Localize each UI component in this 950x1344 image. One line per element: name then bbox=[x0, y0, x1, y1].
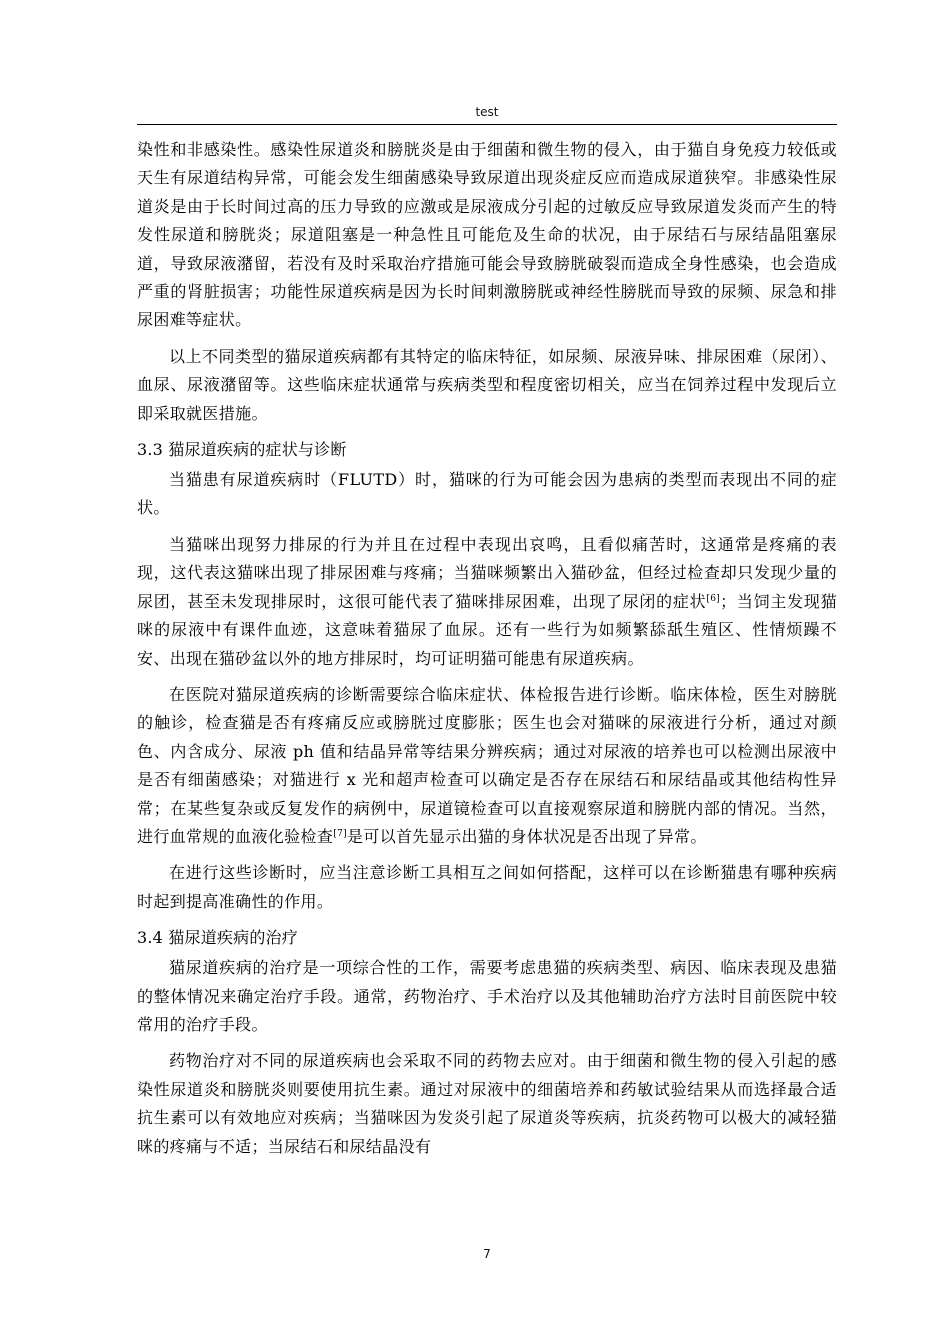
paragraph-text: 当猫咪出现努力排尿的行为并且在过程中表现出哀鸣，且看似痛苦时，这通常是疼痛的表现，这代表这猫咪出现了排尿困难与疼痛；当猫咪频繁出入猫砂盆，但经过检查却只发现少量的尿团，甚至未发现排尿时，这很可能代表了猫咪排尿困难，出现了尿闭的症状 bbox=[137, 534, 837, 611]
paragraph bbox=[137, 531, 837, 673]
document-body bbox=[137, 136, 837, 1169]
citation-ref: [7] bbox=[333, 828, 348, 839]
paragraph: 当猫患有尿道疾病时（FLUTD）时，猫咪的行为可能会因为患病的类型而表现出不同的症状。 bbox=[137, 470, 837, 518]
paragraph-text: 在医院对猫尿道疾病的诊断需要综合临床症状、体检报告进行诊断。临床体检，医生对膀胱的触诊，检查猫是否有疼痛反应或膀胱过度膨胀；医生也会对猫咪的尿液进行分析，通过对颜色、内含成分、尿液 ph 值和结晶异常等结果分辨疾病；通过对尿液的培养也可以检测出尿液中是否有细菌感染；对猫进行 x 光和超声检查可以确定是否存在尿结石和尿结晶或其他结构性异常；在某些复杂或反复发作的病例中，尿道镜检查可以直接观察尿道和膀胱内部的情况。当然，进行血常规的血液化验检查 bbox=[137, 684, 837, 846]
paragraph-text: ；当饲主发现猫咪的尿液中有课件血迹，这意味着猫尿了血尿。还有一些行为如频繁舔舐生殖区、性情烦躁不安、出现在猫砂盆以外的地方排尿时，均可证明猫可能患有尿道疾病。 bbox=[137, 591, 837, 668]
section-heading-3-3: 3.3 猫尿道疾病的症状与诊断 bbox=[137, 440, 347, 460]
header-divider bbox=[137, 124, 837, 125]
section-heading-3-4: 3.4 猫尿道疾病的治疗 bbox=[137, 928, 298, 948]
paragraph: 染性和非感染性。感染性尿道炎和膀胱炎是由于细菌和微生物的侵入，由于猫自身免疫力较低或天生有尿道结构异常，可能会发生细菌感染导致尿道出现炎症反应而造成尿道狭窄。非感染性尿道炎是由于长时间过高的压力导致的应激或是尿液成分引起的过敏反应导致尿道发炎而产生的特发性尿道和膀胱炎；尿道阻塞是一种急性且可能危及生命的状况，由于尿结石与尿结晶阻塞尿道，导致尿液潴留，若没有及时采取治疗措施可能会导致膀胱破裂而造成全身性感染，也会造成严重的肾脏损害；功能性尿道疾病是因为长时间刺激膀胱或神经性膀胱而导致的尿频、尿急和排尿困难等症状。 bbox=[137, 140, 837, 330]
paragraph: 药物治疗对不同的尿道疾病也会采取不同的药物去应对。由于细菌和微生物的侵入引起的感染性尿道炎和膀胱炎则要使用抗生素。通过对尿液中的细菌培养和药敏试验结果从而选择最合适抗生素可以有效地应对疾病；当猫咪因为发炎引起了尿道炎等疾病，抗炎药物可以极大的减轻猫咪的疼痛与不适；当尿结石和尿结晶没有 bbox=[137, 1051, 837, 1156]
paragraph bbox=[137, 681, 837, 851]
page-header: test bbox=[475, 105, 499, 119]
paragraph: 猫尿道疾病的治疗是一项综合性的工作，需要考虑患猫的疾病类型、病因、临床表现及患猫的整体情况来确定治疗手段。通常，药物治疗、手术治疗以及其他辅助治疗方法时目前医院中较常用的治疗手段。 bbox=[137, 958, 837, 1034]
citation-ref: [6] bbox=[706, 593, 721, 604]
paragraph: 以上不同类型的猫尿道疾病都有其特定的临床特征，如尿频、尿液异味、排尿困难（尿闭）、血尿、尿液潴留等。这些临床症状通常与疾病类型和程度密切相关，应当在饲养过程中发现后立即采取就医措施。 bbox=[137, 346, 837, 423]
paragraph-text: 是可以首先显示出猫的身体状况是否出现了异常。 bbox=[347, 826, 707, 846]
page-number: 7 bbox=[483, 1247, 491, 1261]
paragraph: 在进行这些诊断时，应当注意诊断工具相互之间如何搭配，这样可以在诊断猫患有哪种疾病时起到提高准确性的作用。 bbox=[137, 863, 837, 911]
